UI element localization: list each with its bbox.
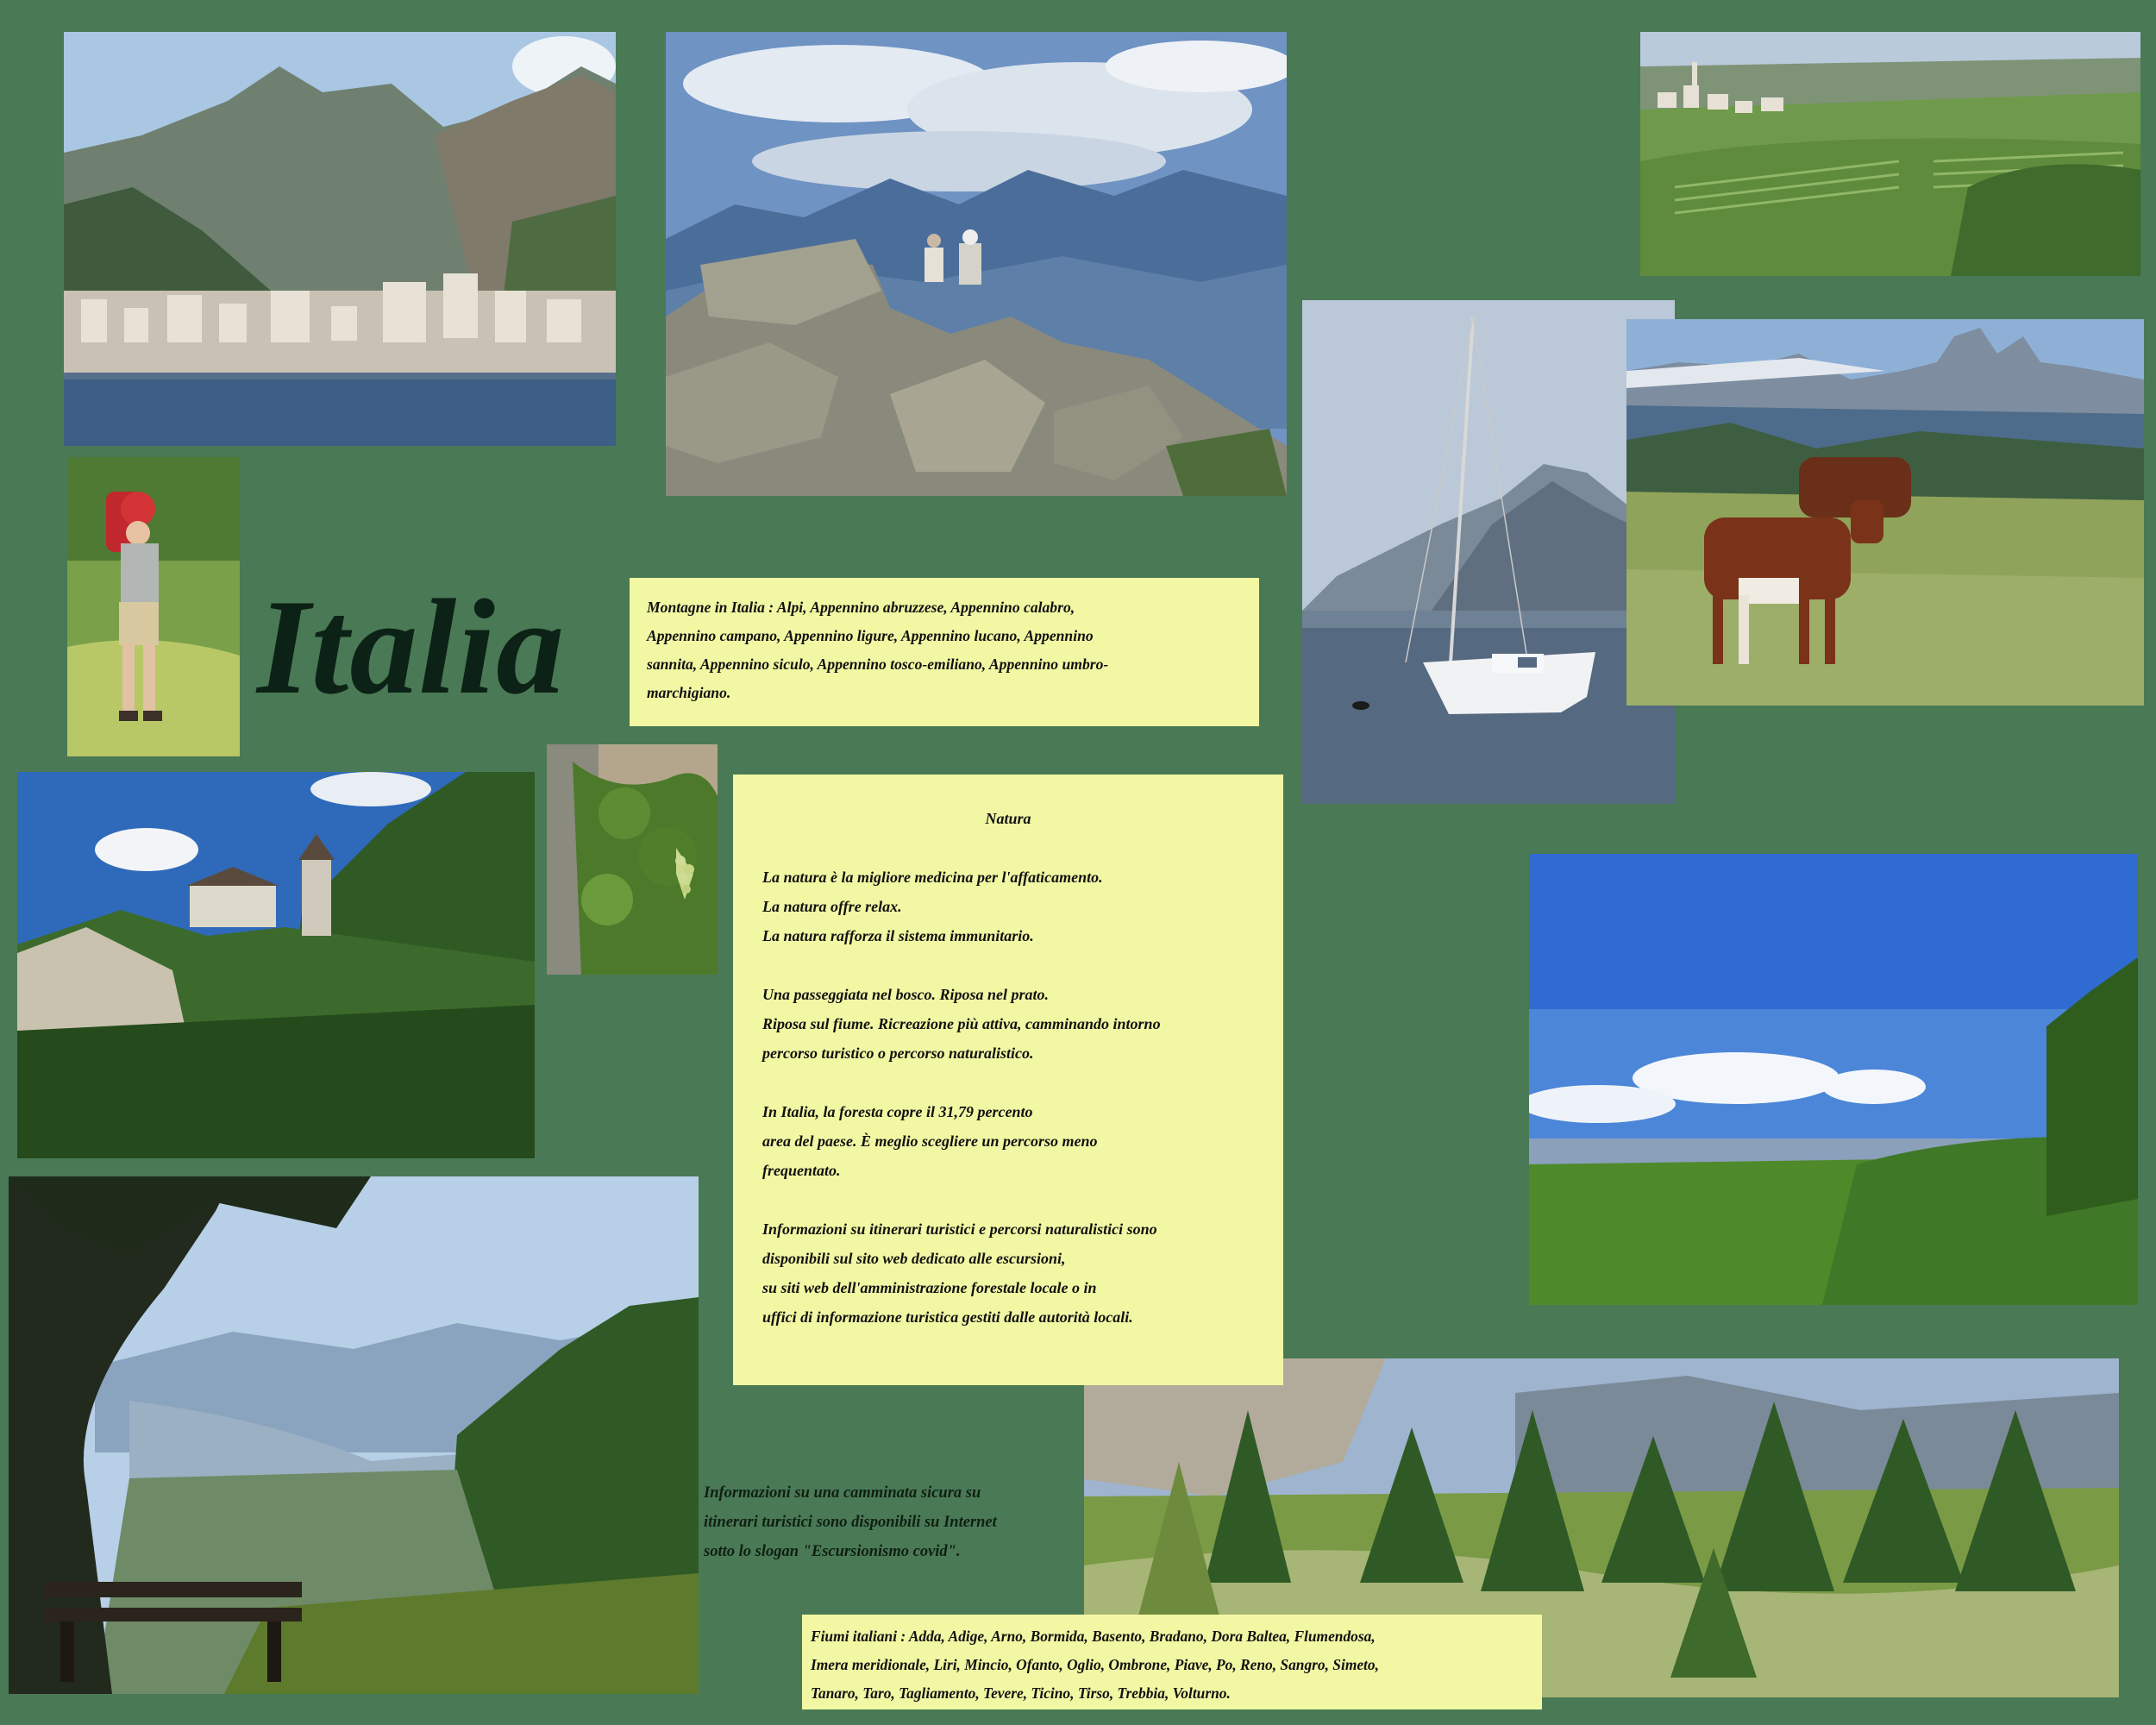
mountains-line-1: Montagne in Italia : Alpi, Appennino abruzzese, Appennino calabro,	[647, 599, 1075, 616]
photo-coastal-town	[64, 32, 616, 446]
page-title: Italia	[257, 572, 566, 723]
mountains-line-3: sannita, Appennino siculo, Appennino tosco-emiliano, Appennino umbro-	[647, 656, 1109, 673]
rivers-line-2: Imera meridionale, Liri, Mincio, Ofanto, Oglio, Ombrone, Piave, Po, Reno, Sangro, Simeto,	[811, 1656, 1379, 1673]
mountains-textbox	[630, 578, 1259, 726]
safe-hike-line-3: sotto lo slogan "Escursionismo covid".	[704, 1543, 961, 1560]
mountains-line-4: marchigiano.	[647, 684, 731, 701]
nature-p2-line-1: Una passeggiata nel bosco. Riposa nel prato.	[762, 986, 1050, 1003]
nature-p1-line-1: La natura è la migliore medicina per l'affaticamento.	[762, 869, 1103, 886]
photo-valley-panorama	[1529, 854, 2138, 1305]
nature-p2-line-3: percorso turistico o percorso naturalistico.	[762, 1044, 1034, 1062]
nature-p3-line-3: frequentato.	[762, 1162, 841, 1179]
rivers-line-3: Tanaro, Taro, Tagliamento, Tevere, Ticino, Tirso, Trebbia, Volturno.	[811, 1684, 1231, 1702]
nature-p4-line-2: disponibili sul sito web dedicato alle escursioni,	[762, 1250, 1066, 1267]
photo-castle-hill	[17, 772, 535, 1158]
nature-heading: Natura	[985, 810, 1031, 827]
nature-p2-line-2: Riposa sul fiume. Ricreazione più attiva, camminando intorno	[762, 1015, 1161, 1032]
rivers-line-1: Fiumi italiani : Adda, Adige, Arno, Bormida, Basento, Bradano, Dora Baltea, Flumendosa,	[811, 1628, 1376, 1645]
nature-p1-line-3: La natura rafforza il sistema immunitario.	[762, 927, 1034, 944]
photo-sailboat-lake	[1302, 300, 1675, 804]
rivers-textbox	[802, 1615, 1542, 1709]
photo-mountain-rocks	[666, 32, 1287, 496]
mountains-line-2: Appennino campano, Appennino ligure, Appennino lucano, Appennino	[647, 627, 1094, 644]
safe-hike-line-1: Informazioni su una camminata sicura su	[704, 1484, 981, 1502]
nature-p1-line-2: La natura offre relax.	[762, 898, 902, 915]
photo-village-vineyards	[1640, 32, 2140, 276]
safe-hike-line-2: itinerari turistici sono disponibili su Internet	[704, 1514, 997, 1531]
photo-cows-dolomites	[1626, 319, 2144, 706]
safe-hike-note	[704, 1478, 997, 1566]
photo-grapevine	[547, 744, 718, 975]
nature-textbox	[733, 775, 1283, 1385]
photo-bench-view	[9, 1176, 699, 1694]
nature-p4-line-4: uffici di informazione turistica gestiti dalle autorità locali.	[762, 1308, 1133, 1326]
photo-hiker	[67, 457, 240, 756]
nature-p3-line-1: In Italia, la foresta copre il 31,79 percento	[762, 1103, 1033, 1120]
nature-p4-line-3: su siti web dell'amministrazione forestale locale o in	[762, 1279, 1097, 1296]
nature-p3-line-2: area del paese. È meglio scegliere un percorso meno	[762, 1132, 1098, 1150]
nature-p4-line-1: Informazioni su itinerari turistici e percorsi naturalistici sono	[762, 1220, 1157, 1238]
